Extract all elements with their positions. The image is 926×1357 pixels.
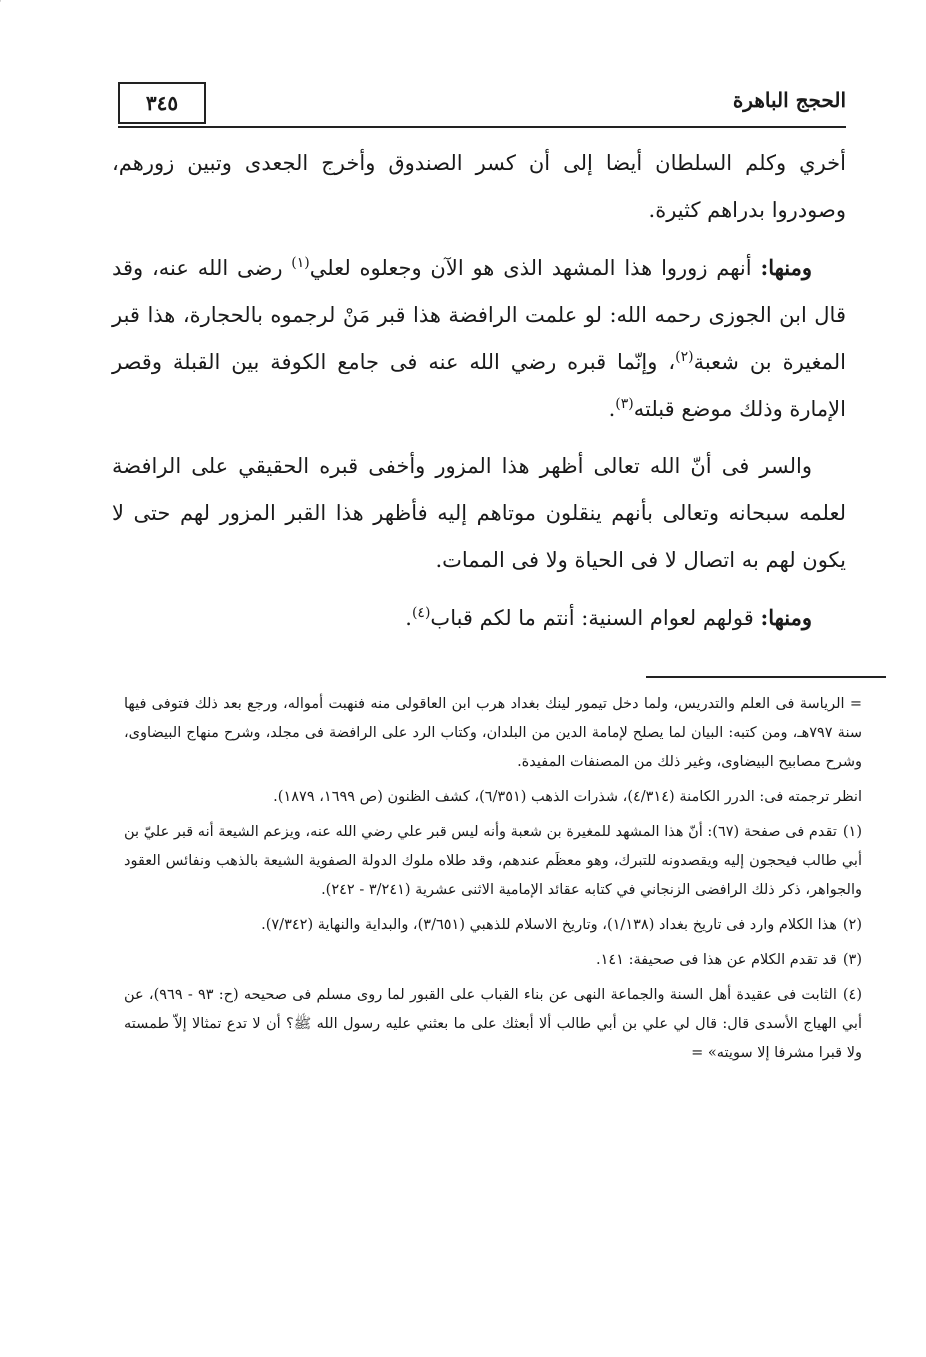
page-number: ٣٤٥ bbox=[145, 91, 179, 115]
header-rule bbox=[118, 126, 846, 128]
footnote-1 bbox=[124, 818, 862, 905]
main-text bbox=[112, 140, 846, 652]
paragraph-2-text-b: رضى الله عنه، وقد قال ابن الجوزى رحمه الله: لو علمت الرافضة هذا قبر مَنْ لرجموه بالحجارة، هذا قبر المغيرة بن شعبة bbox=[112, 256, 846, 374]
footnote-ref-4: (٤) bbox=[411, 605, 431, 621]
scan-artifact-line bbox=[0, 0, 61, 140]
paragraph-4-end: . bbox=[405, 606, 412, 630]
footnote-2-number: (٢) bbox=[842, 917, 862, 933]
footnote-3-number: (٣) bbox=[842, 952, 862, 968]
footnote-continuation: = الرياسة فى العلم والتدريس، ولما دخل تيمور لينك بغداد هرب ابن العاقولى منه فنهبت أمواله، ورجع بعد ذلك فتوفى فيها سنة ٧٩٧هـ، ومن كتبه: البيان لما يصلح لإمامة الدين من البلدان، وكتاب الرد على الرافضة فى مجلد، وشرح منهاج البيضاوى، وشرح مصابيح البيضاوى، وغير ذلك من المصنفات المفيدة. bbox=[124, 696, 862, 770]
paragraph-2-text-a: أنهم زوروا هذا المشهد الذى هو الآن وجعلوه لعلي bbox=[309, 256, 761, 280]
footnote-1-number: (١) bbox=[842, 824, 862, 840]
paragraph-1: أخري وكلم السلطان أيضا إلى أن كسر الصندوق وأخرج الجعدى وتبين زورهم، وصودروا بدراهم كثيرة. bbox=[112, 151, 846, 222]
footnote-ref-1: (١) bbox=[291, 255, 310, 271]
paragraph-2-lead: ومنها: bbox=[760, 255, 812, 280]
footnote-3-text: قد تقدم الكلام عن هذا فى صحيفة: ١٤١. bbox=[595, 952, 837, 968]
paragraph-2-end: . bbox=[608, 397, 616, 421]
paragraph-4-lead: ومنها: bbox=[760, 605, 812, 630]
footnote-1-text: تقدم فى صفحة (٦٧): أنّ هذا المشهد للمغيرة بن شعبة وأنه ليس قبر علي رضي الله عنه، ويزعم الشيعة أنه قبر عليّ بن أبي طالب فيحجون إليه ويقصدونه للتبرك، وهو معظَم عندهم، وقد طلاه ملوك الدولة الصفوية الشيعة بالذهب ونفائس العقود والجواهر، ذكر ذلك الرافضى الزنجاني في كتابه عقائد الإمامية الاثنى عشرية (٣/٢٤١ - ٢٤٢). bbox=[124, 824, 862, 898]
paragraph-4-text: قولهم لعوام السنية: أنتم ما لكم قباب bbox=[430, 606, 761, 630]
footnote-continuation-sources: انظر ترجمته فى: الدرر الكامنة (٤/٣١٤)، شذرات الذهب (٦/٣٥١)، كشف الظنون (ص ١٦٩٩، ١٨٧٩). bbox=[273, 789, 862, 805]
footnote-2 bbox=[124, 911, 862, 940]
footnote-4 bbox=[124, 981, 862, 1068]
footnote-4-text: الثابت فى عقيدة أهل السنة والجماعة النهى عن بناء القباب على القبور لما روى مسلم فى صحيحه (ح: ٩٣ - ٩٦٩)، عن أبي الهياج الأسدى قال: قال لي علي بن أبي طالب ألا أبعثك على ما بعثني عليه رسول الله ﷺ؟ أن لا تدع تمثالا إلاّ طمسته ولا قبرا مشرفا إلا سويته» = bbox=[124, 987, 862, 1061]
footnote-rule bbox=[646, 676, 886, 678]
paragraph-3: والسر فى أنّ الله تعالى أظهر هذا المزور وأخفى قبره الحقيقي على الرافضة لعلمه سبحانه وتعالى بأنهم ينقلون موتاهم إليه فأظهر هذا القبر المزور لهم حتى لا يكون لهم به اتصال لا فى الحياة ولا فى الممات. bbox=[112, 454, 846, 572]
paragraph-4 bbox=[112, 594, 846, 642]
footnote-3 bbox=[124, 946, 862, 975]
footnotes bbox=[124, 690, 862, 1074]
footnote-ref-3: (٣) bbox=[615, 396, 634, 412]
paragraph-2 bbox=[112, 244, 846, 433]
page-number-box bbox=[118, 82, 206, 124]
running-title: الحجج الباهرة bbox=[732, 88, 846, 112]
footnote-4-number: (٤) bbox=[842, 987, 862, 1003]
footnote-2-text: هذا الكلام وارد فى تاريخ بغداد (١/١٣٨)، وتاريخ الاسلام للذهبي (٣/٦٥١)، والبداية والنهاية (٧/٣٤٢). bbox=[261, 917, 837, 933]
footnote-ref-2: (٢) bbox=[675, 349, 694, 365]
paragraph-2-text-c: ، وإنّما قبره رضي الله عنه فى جامع الكوفة بين القبلة وقصر الإمارة وذلك موضع قبلته bbox=[112, 350, 846, 421]
